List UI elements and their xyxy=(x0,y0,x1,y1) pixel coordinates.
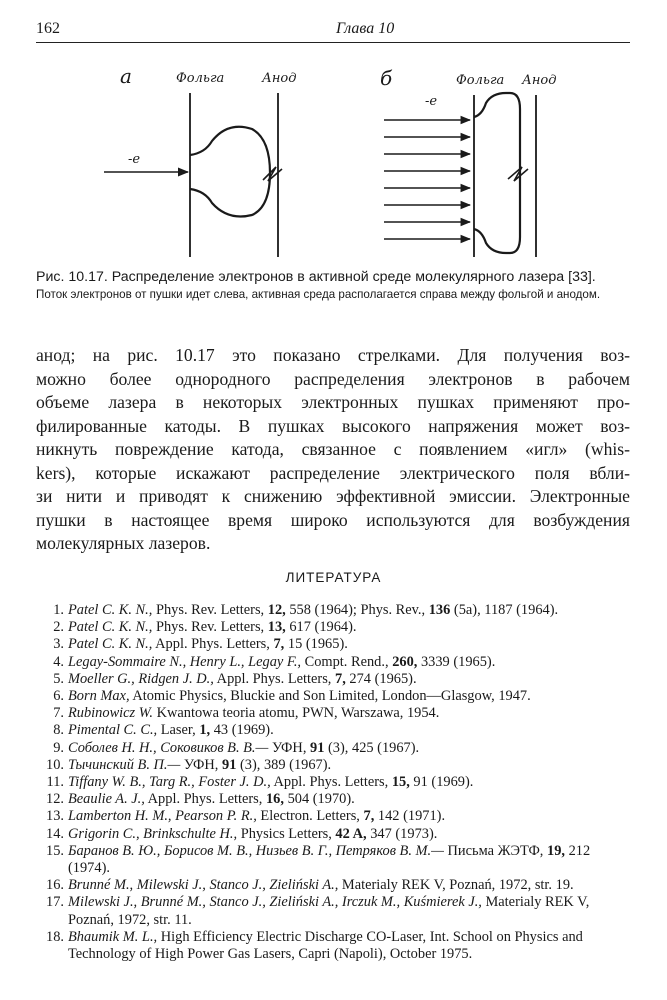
running-head xyxy=(36,18,630,43)
reference-source: УФН, xyxy=(268,739,311,756)
body-line: объеме лазера в некоторых электронных пушках применяют про- xyxy=(36,392,630,412)
figure-caption xyxy=(36,268,636,302)
reference-number: 10. xyxy=(46,756,64,773)
reference-number: 11. xyxy=(46,774,64,791)
reference-author: Tiffany W. B., Targ R., Foster J. D., xyxy=(68,774,271,791)
panel-b-beam-label: -е xyxy=(425,94,438,109)
reference-item xyxy=(36,705,632,722)
reference-number: 15. xyxy=(46,842,64,859)
reference-author: Beaulie A. J., xyxy=(68,791,145,808)
reference-source: 15 (1965). xyxy=(284,636,348,653)
reference-volume: 7, xyxy=(273,636,285,653)
reference-source: 3339 (1965). xyxy=(417,653,496,670)
reference-item xyxy=(36,671,632,688)
body-line: можно более однородного распределения электронов в рабочем xyxy=(36,368,630,389)
body-paragraph xyxy=(36,344,630,556)
reference-item xyxy=(36,843,632,877)
reference-volume: 136 xyxy=(428,602,451,618)
reference-source: Appl. Phys. Letters, xyxy=(152,636,274,653)
reference-volume: 91 xyxy=(222,756,237,773)
reference-author: Patel C. K. N., xyxy=(68,619,153,636)
body-line: зи нити и приводят к снижению эффективной эмиссии. Электронные xyxy=(36,486,630,506)
reference-item xyxy=(36,602,632,619)
panel-a-letter: а xyxy=(120,64,132,88)
panel-b-plasma-region xyxy=(474,93,520,253)
reference-volume: 19, xyxy=(547,842,566,859)
reference-source: 274 (1965). xyxy=(345,670,417,687)
reference-item xyxy=(36,791,632,808)
reference-item xyxy=(36,740,632,757)
reference-item xyxy=(36,757,632,774)
reference-source: (3), 389 (1967). xyxy=(236,756,332,773)
reference-source: Kwantowa teoria atomu, PWN, Warszawa, 1954. xyxy=(153,705,440,722)
reference-volume: 260, xyxy=(392,653,418,670)
page-number: 162 xyxy=(36,20,60,37)
reference-number: 18. xyxy=(46,928,64,945)
reference-source: Appl. Phys. Letters, xyxy=(213,670,335,687)
reference-source: Atomic Physics, Bluckie and Son Limited, London—Glasgow, 1947. xyxy=(129,688,531,705)
reference-source: 347 (1973). xyxy=(366,825,438,842)
reference-item xyxy=(36,619,632,636)
reference-author: Brunné M., Milewski J., Stanco J., Zieliński A., xyxy=(68,877,339,894)
reference-source: 142 (1971). xyxy=(374,808,446,825)
reference-source: 212 (1974). xyxy=(68,842,591,877)
reference-source: 91 (1969). xyxy=(409,774,474,791)
reference-author: Баранов В. Ю., Борисов М. В., Низьев В. Г., Петряков В. М.— xyxy=(68,842,444,859)
reference-source: Physics Letters, xyxy=(237,825,336,842)
body-line: анод; на рис. 10.17 это показано стрелками. Для получения воз- xyxy=(36,345,630,365)
body-line: пушки в настоящее время широко используются для возбуждения xyxy=(36,509,630,530)
panel-a-anode-label: Анод xyxy=(262,71,297,86)
reference-author: Legay-Sommaire N., Henry L., Legay F., xyxy=(68,653,302,670)
reference-number: 3. xyxy=(53,636,64,653)
reference-number: 1. xyxy=(53,602,64,618)
reference-source: (5а), 1187 (1964). xyxy=(450,602,559,618)
panel-b-anode-label: Анод xyxy=(522,73,557,88)
reference-author: Patel C. K. N., xyxy=(68,636,153,653)
chapter-title: Глава 10 xyxy=(336,20,395,37)
reference-source: 558 (1964); Phys. Rev., xyxy=(285,602,429,618)
reference-author: Соболев Н. Н., Соковиков В. В.— xyxy=(68,739,269,756)
panel-a-foil-label: Фольга xyxy=(176,71,225,86)
reference-author: Grigorin C., Brinkschulte H., xyxy=(68,825,238,842)
reference-volume: 91 xyxy=(310,739,325,756)
reference-item xyxy=(36,654,632,671)
reference-volume: 15, xyxy=(391,774,410,791)
reference-number: 5. xyxy=(53,670,64,687)
reference-number: 17. xyxy=(46,894,64,911)
reference-number: 2. xyxy=(53,619,64,636)
reference-author: Bhaumik M. L., xyxy=(68,928,158,945)
body-line: филированные катоды. В пушках высокого напряжения может воз- xyxy=(36,415,630,436)
references-heading: ЛИТЕРАТУРА xyxy=(285,570,382,585)
reference-author: Rubinowicz W. xyxy=(68,705,154,722)
reference-source: 617 (1964). xyxy=(285,619,357,636)
panel-b-letter: б xyxy=(380,66,393,90)
caption-sub: Поток электронов от пушки идет слева, активная среда располагается справа между фольгой и анодом. xyxy=(36,288,601,301)
panel-b xyxy=(380,66,556,257)
panel-a-beam-label: -е xyxy=(128,152,141,167)
reference-number: 8. xyxy=(53,722,64,739)
reference-number: 4. xyxy=(53,653,64,670)
reference-volume: 16, xyxy=(265,791,284,808)
reference-source: Phys. Rev. Letters, xyxy=(152,602,268,618)
reference-number: 9. xyxy=(53,739,64,756)
reference-source: Appl. Phys. Letters, xyxy=(270,774,392,791)
reference-author: Patel C. K. N., xyxy=(68,602,153,618)
reference-number: 16. xyxy=(46,877,64,894)
panel-b-foil-label: Фольга xyxy=(456,73,505,88)
body-line: никнуть повреждение катода, связанное с появлением «игл» (whis- xyxy=(36,439,630,459)
panel-b-discharge-zigzag xyxy=(508,167,528,181)
reference-volume: 7, xyxy=(363,808,375,825)
reference-source: 504 (1970). xyxy=(283,791,355,808)
reference-source: 43 (1969). xyxy=(210,722,274,739)
reference-volume: 1, xyxy=(199,722,211,739)
reference-volume: 42 A, xyxy=(335,825,367,842)
reference-item xyxy=(36,688,632,705)
reference-item xyxy=(36,826,632,843)
figure-diagram xyxy=(0,55,667,275)
panel-a xyxy=(104,64,296,257)
figure-10-17 xyxy=(0,55,667,275)
reference-number: 7. xyxy=(53,705,64,722)
reference-volume: 7, xyxy=(335,670,346,687)
reference-number: 13. xyxy=(46,808,64,825)
panel-a-discharge-zigzag xyxy=(263,167,282,181)
reference-volume: 12, xyxy=(267,602,286,618)
reference-number: 6. xyxy=(53,688,64,705)
reference-item xyxy=(36,877,632,894)
reference-source: (3), 425 (1967). xyxy=(324,739,420,756)
reference-source: High Efficiency Electric Discharge CO-Laser, Int. School on Physics and Technology of High Power Gas Lasers, Capri (Napoli), October 1975. xyxy=(68,928,583,963)
reference-author: Milewski J., Brunné M., Stanco J., Zieliński A., Irczuk M., Kuśmierek J., xyxy=(68,894,482,911)
reference-author: Moeller G., Ridgen J. D., xyxy=(68,670,214,687)
reference-number: 14. xyxy=(46,825,64,842)
reference-author: Lamberton H. M., Pearson P. R., xyxy=(68,808,257,825)
reference-item xyxy=(36,808,632,825)
reference-item xyxy=(36,929,632,963)
reference-volume: 13, xyxy=(267,619,286,636)
reference-source: Appl. Phys. Letters, xyxy=(144,791,266,808)
reference-author: Pimental C. C., xyxy=(68,722,158,739)
reference-source: Compt. Rend., xyxy=(301,653,393,670)
body-line: молекулярных лазеров. xyxy=(36,533,211,553)
reference-source: Phys. Rev. Letters, xyxy=(152,619,268,636)
reference-source: УФН, xyxy=(180,756,222,773)
reference-source: Electron. Letters, xyxy=(256,808,364,825)
caption-main: Рис. 10.17. Распределение электронов в активной среде молекулярного лазера [33]. xyxy=(36,269,596,285)
reference-number: 12. xyxy=(46,791,64,808)
reference-item xyxy=(36,774,632,791)
reference-author: Тычинский В. П.— xyxy=(68,756,181,773)
reference-source: Materialy REK V, Poznań, 1972, str. 11. xyxy=(68,894,590,928)
reference-item xyxy=(36,636,632,653)
panel-a-plasma-bulb xyxy=(190,127,270,217)
reference-source: Laser, xyxy=(157,722,200,739)
reference-source: Письма ЖЭТФ, xyxy=(443,842,548,859)
reference-source: Materialy REK V, Poznań, 1972, str. 19. xyxy=(338,877,574,894)
reference-author: Born Max, xyxy=(68,688,130,705)
reference-item xyxy=(36,894,632,928)
reference-item xyxy=(36,722,632,739)
body-line: kers), которые искажают распределение электрического поля вбли- xyxy=(36,462,630,483)
references-list xyxy=(36,602,632,963)
